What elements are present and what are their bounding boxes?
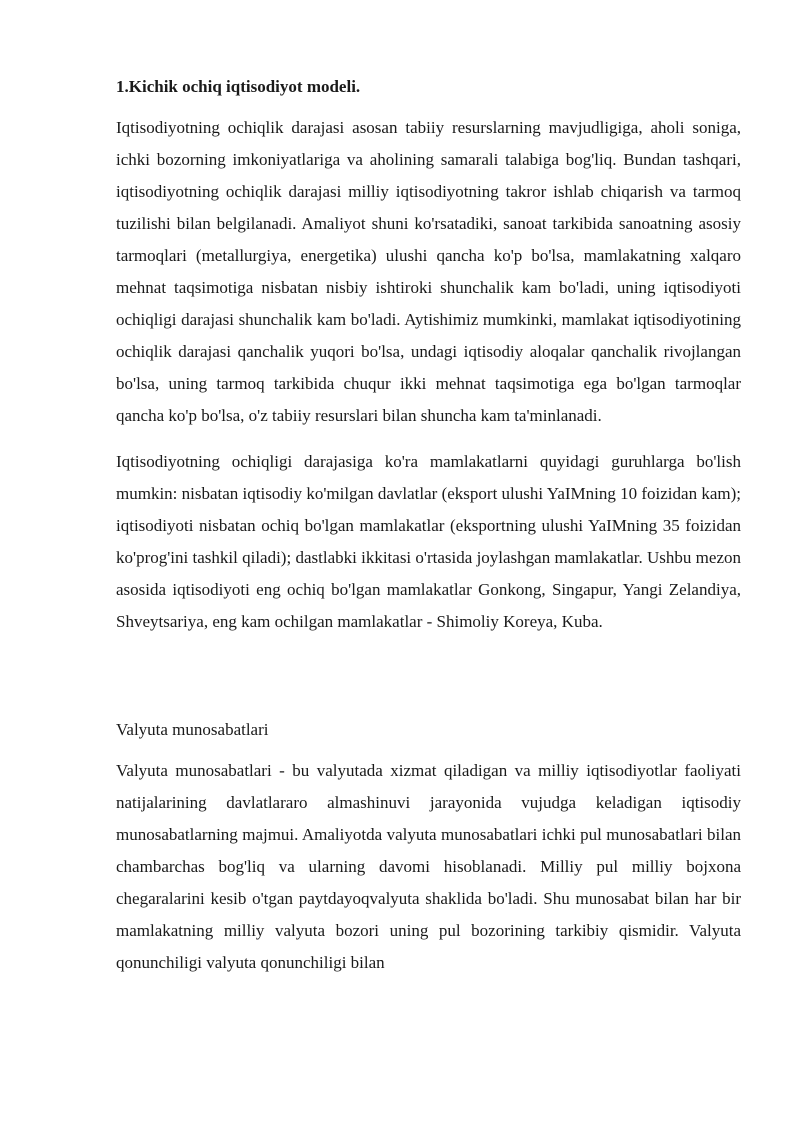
paragraph-openness-factors: Iqtisodiyotning ochiqlik darajasi asosan tabiiy resurslarning mavjudligiga, aholi soniga, ichki bozorning imkoniyatlariga va aholining samarali talabiga bog'liq. Bundan tashqari, iqtisodiyotning ochiqlik darajasi milliy iqtisodiyotning takror ishlab chiqarish va tarmoq tuzilishi bilan belgilanadi. Amaliyot shuni ko'rsatadiki, sanoat tarkibida sanoatning asosiy tarmoqlari (metallurgiya, energetika) ulushi qancha ko'p bo'lsa, mamlakatning xalqaro mehnat taqsimotiga nisbatan nisbiy ishtiroki shunchalik kam bo'ladi, uning iqtisodiyoti ochiqligi darajasi shunchalik kam bo'ladi. Aytishimiz mumkinki, mamlakat iqtisodiyotining ochiqlik darajasi qanchalik yuqori bo'lsa, undagi iqtisodiy aloqalar qanchalik rivojlangan bo'lsa, uning tarmoq tarkibida chuqur ikki mehnat taqsimotiga ega bo'lgan tarmoqlar qancha ko'p bo'lsa, o'z tabiiy resurslari bilan shuncha kam ta'minlanadi. xyxy=(116,118,741,425)
paragraph-country-groups: Iqtisodiyotning ochiqligi darajasiga ko'ra mamlakatlarni quyidagi guruhlarga bo'lish mumkin: nisbatan iqtisodiy ko'milgan davlatlar (eksport ulushi YaIMning 10 foizidan kam); iqtisodiyoti nisbatan ochiq bo'lgan mamlakatlar (eksportning ulushi YaIMning 35 foizidan ko'prog'ini tashkil qiladi); dastlabki ikkitasi o'rtasida joylashgan mamlakatlar. Ushbu mezon asosida iqtisodiyoti eng ochiq bo'lgan mamlakatlar Gonkong, Singapur, Yangi Zelandiya, Shveytsariya, eng kam ochilgan mamlakatlar - Shimoliy Koreya, Kuba. xyxy=(116,452,741,631)
section-heading-currency-relations: Valyuta munosabatlari xyxy=(116,720,269,739)
paragraph-currency-relations: Valyuta munosabatlari - bu valyutada xizmat qiladigan va milliy iqtisodiyotlar faoliyati natijalarining davlatlararo almashinuvi jarayonida vujudga keladigan iqtisodiy munosabatlarning majmui. Amaliyotda valyuta munosabatlari ichki pul munosabatlari bilan chambarchas bog'liq va ularning davomi hisoblanadi. Milliy pul milliy bojxona chegaralarini kesib o'tgan paytdayoqvalyuta shaklida bo'ladi. Shu munosabat bilan har bir mamlakatning milliy valyuta bozori uning pul bozorining tarkibiy qismidir. Valyuta qonunchiligi valyuta qonunchiligi bilan xyxy=(116,761,741,972)
section-heading-open-economy: 1.Kichik ochiq iqtisodiyot modeli. xyxy=(116,77,361,96)
document-page xyxy=(116,76,741,993)
